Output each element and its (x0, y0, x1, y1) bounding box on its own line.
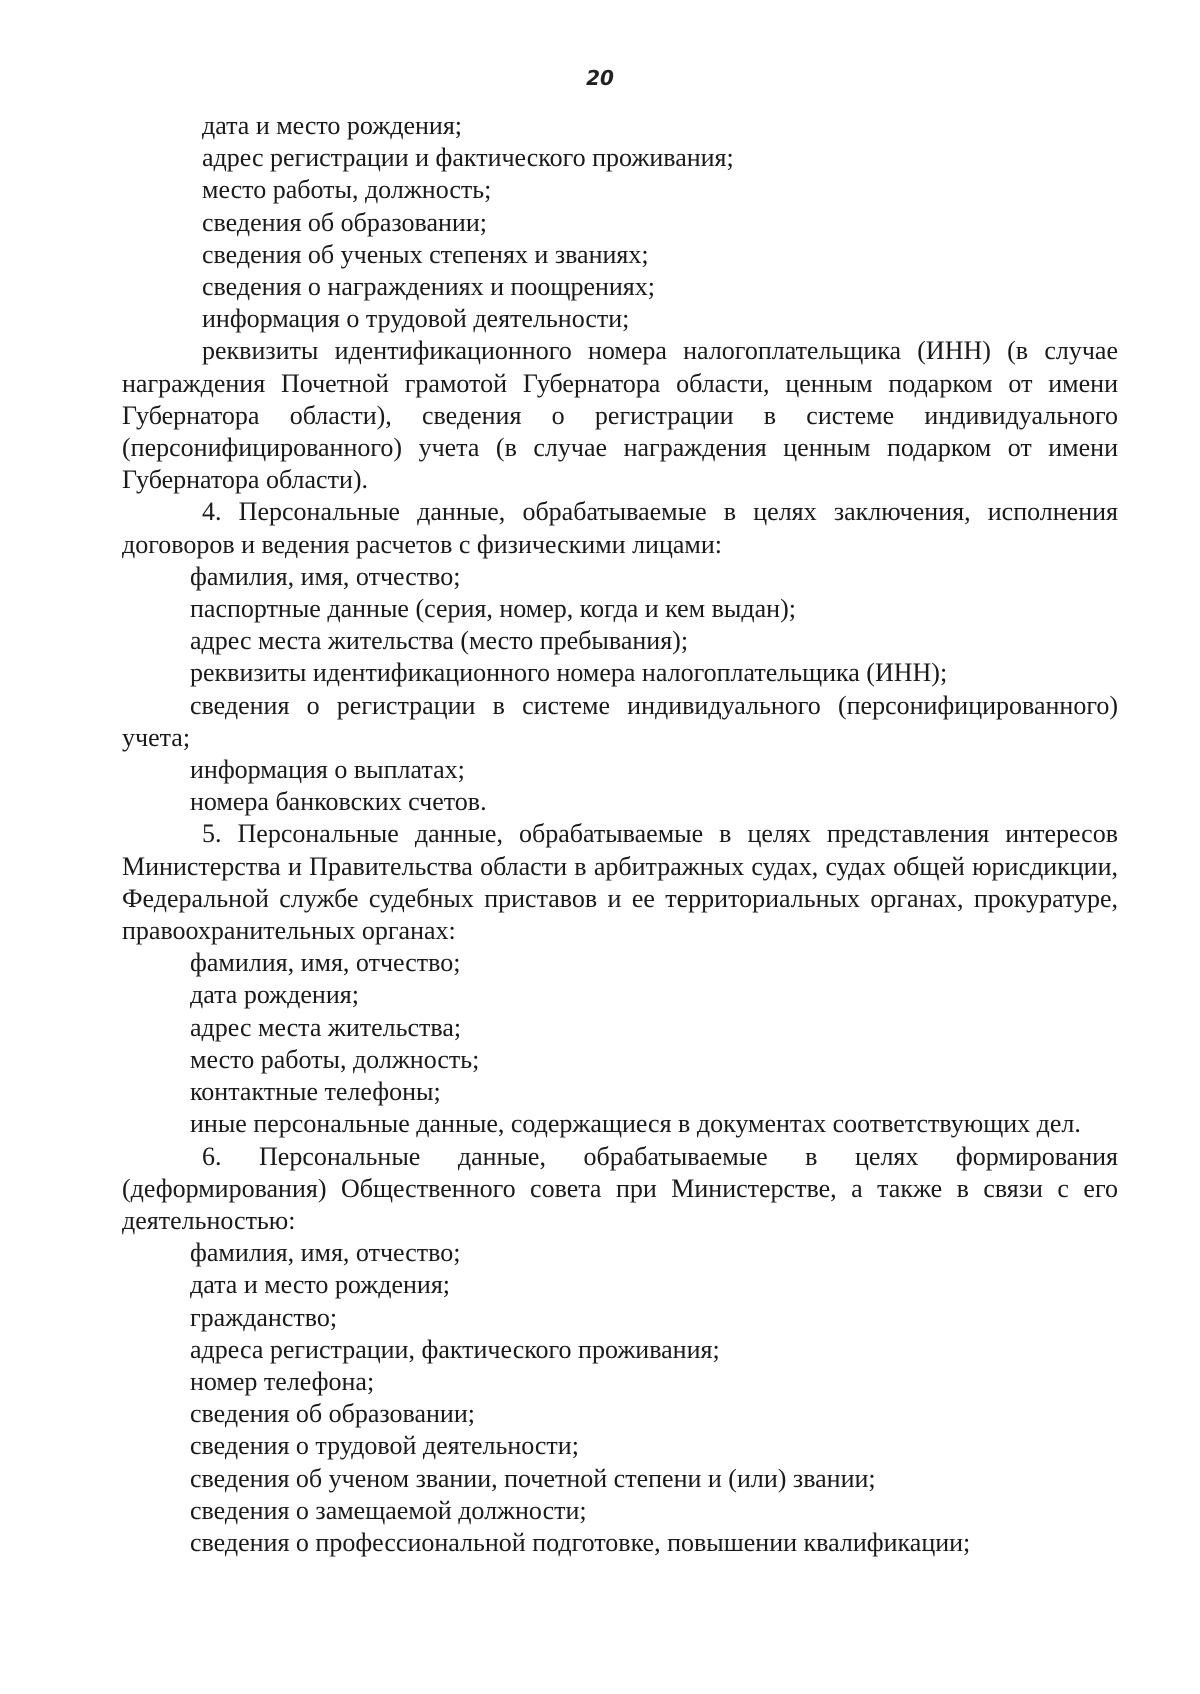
list-item: адреса регистрации, фактического проживания; (190, 1334, 720, 1364)
list-item: место работы, должность; (190, 1044, 480, 1074)
list-item: информация о трудовой деятельности; (202, 304, 630, 334)
section3-list (122, 110, 1118, 335)
list-item: адрес места жительства (место пребывания); (190, 626, 689, 656)
inn-paragraph-text: реквизиты идентификационного номера налогоплательщика (ИНН) (в случае награждения Почетной грамотой Губернатора области, ценным подарком от имени Губернатора области), сведения о регистрации в системе индивидуального (персонифицированного) учета (в случае награждения ценным подарком от имени Губернатора области). (122, 336, 1118, 495)
section5-list (122, 947, 1118, 1108)
list-item: фамилия, имя, отчество; (190, 561, 461, 591)
section4 (122, 496, 1118, 560)
section4-heading: 4. Персональные данные, обрабатываемые в целях заключения, исполнения договоров и ведения расчетов с физическими лицами: (122, 497, 1118, 559)
list-item: адрес места жительства; (190, 1012, 462, 1042)
section5 (122, 818, 1118, 947)
list-item: сведения о награждениях и поощрениях; (202, 272, 655, 302)
list-item: сведения о трудовой деятельности; (190, 1431, 579, 1461)
list-item: номера банковских счетов. (190, 787, 487, 817)
list-item: дата рождения; (190, 980, 359, 1010)
list-item: контактные телефоны; (190, 1077, 441, 1107)
document-body (122, 110, 1118, 1559)
list-item: паспортные данные (серия, номер, когда и кем выдан); (190, 594, 796, 624)
list-item: сведения об образовании; (202, 207, 487, 237)
list-item: дата и место рождения; (190, 1270, 451, 1300)
list-item: место работы, должность; (202, 175, 492, 205)
list-item: сведения об ученом звании, почетной степени и (или) звании; (190, 1463, 876, 1493)
section6 (122, 1141, 1118, 1238)
list-item: сведения об образовании; (190, 1399, 475, 1429)
page-number: 20 (586, 66, 614, 90)
list-item: адрес регистрации и фактического проживания; (202, 143, 734, 173)
section5-heading: 5. Персональные данные, обрабатываемые в целях представления интересов Министерства и Правительства области в арбитражных судах, судах общей юрисдикции, Федеральной службе судебных приставов и ее территориальных органах, прокуратуре, правоохранительных органах: (122, 819, 1118, 946)
list-item: фамилия, имя, отчество; (190, 1238, 461, 1268)
list-item: фамилия, имя, отчество; (190, 948, 461, 978)
section4-list-b (122, 754, 1118, 818)
section4-list (122, 561, 1118, 690)
list-item: сведения о замещаемой должности; (190, 1495, 587, 1525)
list-item: реквизиты идентификационного номера налогоплательщика (ИНН); (190, 658, 948, 688)
section6-heading: 6. Персональные данные, обрабатываемые в целях формирования (деформирования) Общественного совета при Министерстве, а также в связи с его деятельностью: (122, 1141, 1118, 1235)
section6-list (122, 1237, 1118, 1559)
list-item: информация о выплатах; (190, 755, 465, 785)
list-item: гражданство; (190, 1302, 338, 1332)
other-data-item-text: иные персональные данные, содержащиеся в документах соответствующих дел. (190, 1109, 1081, 1139)
inn-paragraph (122, 335, 1118, 496)
list-item: дата и место рождения; (202, 111, 463, 140)
list-item: сведения об ученых степенях и званиях; (202, 239, 649, 269)
list-item: сведения о профессиональной подготовке, повышении квалификации; (190, 1527, 971, 1557)
registration-item-text: сведения о регистрации в системе индивидуального (персонифицированного) учета; (122, 690, 1118, 752)
other-data-item (122, 1108, 1118, 1140)
registration-item (122, 690, 1118, 754)
list-item: номер телефона; (190, 1366, 375, 1396)
